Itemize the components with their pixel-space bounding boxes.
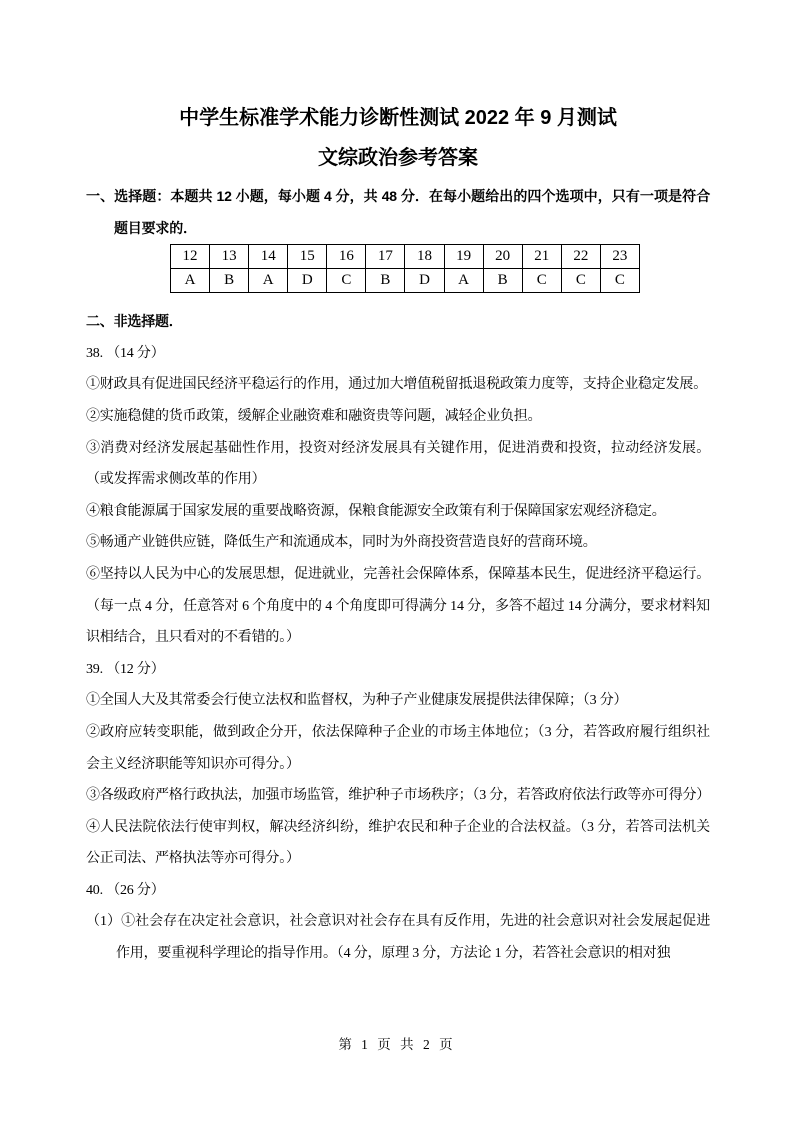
- question-number-cell: 13: [210, 245, 249, 269]
- answer-letter-cell: C: [600, 269, 639, 293]
- q38-answer-point: ⑥坚持以人民为中心的发展思想，促进就业，完善社会保障体系，保障基本民生，促进经济平稳运行。（每一点 4 分，任意答对 6 个角度中的 4 个角度即可得满分 14 分，多答不超过 14 分满分，要求材料知识相结合，且只看对的不看错的。）: [86, 566, 710, 646]
- answer-letter-cell: A: [249, 269, 288, 293]
- q39-answer-points: [86, 685, 710, 875]
- q38-number-line: 38. （14 分）: [86, 345, 165, 361]
- answer-letter-cell: A: [171, 269, 210, 293]
- q38-answer-point: ②实施稳健的货币政策，缓解企业融资难和融资贵等问题，减轻企业负担。: [86, 408, 542, 424]
- answer-letter-cell: D: [405, 269, 444, 293]
- q39-answer-point: ③各级政府严格行政执法，加强市场监管，维护种子市场秩序；（3 分，若答政府依法行政等亦可得分）: [86, 788, 711, 804]
- question-number-cell: 14: [249, 245, 288, 269]
- answer-letter-row: [171, 269, 640, 293]
- multiple-choice-heading: 一、选择题：本题共 12 小题，每小题 4 分，共 48 分．在每小题给出的四个选项中，只有一项是符合题目要求的．: [86, 188, 710, 236]
- q38-answer-point: ①财政具有促进国民经济平稳运行的作用，通过加大增值税留抵退税政策力度等，支持企业稳定发展。: [86, 377, 707, 393]
- question-number-cell: 21: [522, 245, 561, 269]
- answer-letter-cell: B: [210, 269, 249, 293]
- question-number-row: [171, 245, 640, 269]
- document-title: 中学生标准学术能力诊断性测试 2022 年 9 月测试: [179, 107, 617, 129]
- q38-answer-points: [86, 369, 710, 653]
- q39-number-line: 39. （12 分）: [86, 661, 165, 677]
- answer-letter-cell: C: [561, 269, 600, 293]
- question-number-cell: 23: [600, 245, 639, 269]
- answer-letter-cell: C: [522, 269, 561, 293]
- q38-answer-point: ⑤畅通产业链供应链，降低生产和流通成本，同时为外商投资营造良好的营商环境。: [86, 535, 597, 551]
- question-number-cell: 15: [288, 245, 327, 269]
- q39-answer-point: ②政府应转变职能，做到政企分开，依法保障种子企业的市场主体地位；（3 分，若答政府履行组织社会主义经济职能等知识亦可得分。）: [86, 724, 710, 772]
- q38-answer-point: ③消费对经济发展起基础性作用，投资对经济发展具有关键作用，促进消费和投资，拉动经济发展。（或发挥需求侧改革的作用）: [86, 440, 710, 488]
- answer-table: [170, 244, 640, 293]
- non-multiple-choice-section: [86, 306, 710, 969]
- answer-letter-cell: A: [444, 269, 483, 293]
- document-subtitle: 文综政治参考答案: [318, 147, 478, 169]
- question-number-cell: 18: [405, 245, 444, 269]
- question-number-cell: 16: [327, 245, 366, 269]
- q38-answer-point: ④粮食能源属于国家发展的重要战略资源，保粮食能源安全政策有利于保障国家宏观经济稳定。: [86, 503, 666, 519]
- answer-letter-cell: B: [483, 269, 522, 293]
- q40-number-line: 40. （26 分）: [86, 882, 165, 898]
- question-number-cell: 19: [444, 245, 483, 269]
- question-number-cell: 20: [483, 245, 522, 269]
- q40-part1-answer: （1）①社会存在决定社会意识，社会意识对社会存在具有反作用，先进的社会意识对社会发展起促进作用，要重视科学理论的指导作用。（4 分，原理 3 分，方法论 1 分，若答社会意识的相对独: [86, 914, 710, 962]
- answer-letter-cell: D: [288, 269, 327, 293]
- non-multiple-choice-heading: 二、非选择题．: [86, 313, 183, 330]
- answer-letter-cell: C: [327, 269, 366, 293]
- question-number-cell: 22: [561, 245, 600, 269]
- q39-answer-point: ④人民法院依法行使审判权，解决经济纠纷，维护农民和种子企业的合法权益。（3 分，若答司法机关公正司法、严格执法等亦可得分。）: [86, 819, 710, 867]
- answer-letter-cell: B: [366, 269, 405, 293]
- question-number-cell: 17: [366, 245, 405, 269]
- answer-table-body: [171, 245, 640, 293]
- page-number-footer: 第 1 页 共 2 页: [338, 1037, 456, 1052]
- q39-answer-point: ①全国人大及其常委会行使立法权和监督权，为种子产业健康发展提供法律保障；（3 分）: [86, 693, 628, 709]
- question-number-cell: 12: [171, 245, 210, 269]
